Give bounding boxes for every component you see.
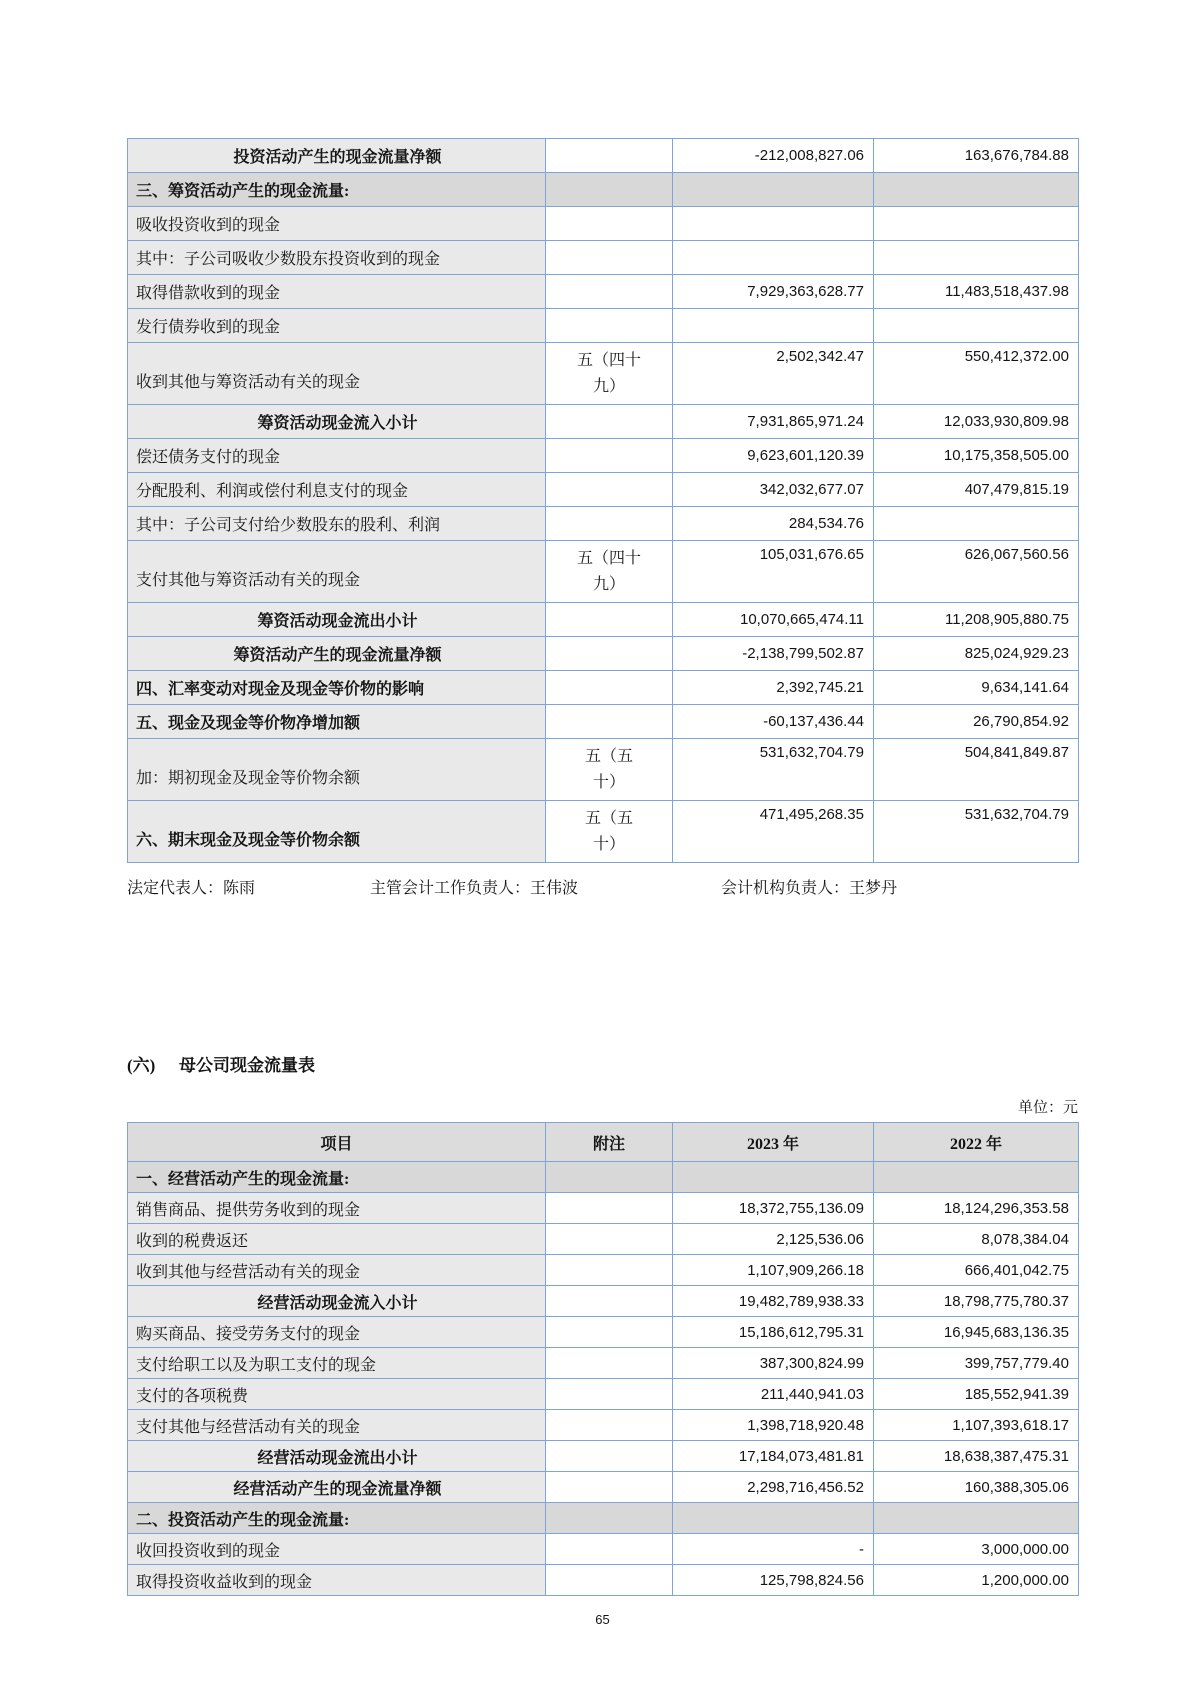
value-2023-cell bbox=[673, 1379, 874, 1410]
value-2023-cell bbox=[673, 309, 874, 343]
value-2023-cell-text: 342,032,677.07 bbox=[759, 481, 864, 498]
note-cell-text: 五（五十） bbox=[584, 810, 633, 853]
item-cell bbox=[128, 671, 546, 705]
item-cell bbox=[128, 1379, 546, 1410]
item-cell-text: 收到的税费返还 bbox=[136, 1232, 249, 1250]
table-row bbox=[128, 207, 1079, 241]
value-2022-cell bbox=[874, 1379, 1079, 1410]
value-2023-cell-text: 387,300,824.99 bbox=[759, 1354, 864, 1372]
item-cell-text: 支付其他与经营活动有关的现金 bbox=[136, 1418, 361, 1436]
value-2022-cell bbox=[874, 1534, 1079, 1565]
value-2022-cell bbox=[874, 1224, 1079, 1255]
header-note: 附注 bbox=[546, 1123, 673, 1162]
value-2022-cell-text: 550,412,372.00 bbox=[964, 348, 1069, 365]
item-cell-text: 三、筹资活动产生的现金流量: bbox=[136, 183, 350, 200]
table-row bbox=[128, 473, 1079, 507]
value-2022-cell-text: 26,790,854.92 bbox=[973, 713, 1069, 730]
table-row bbox=[128, 671, 1079, 705]
value-2023-cell bbox=[673, 1193, 874, 1224]
note-cell bbox=[546, 739, 673, 801]
item-cell bbox=[128, 1255, 546, 1286]
note-cell bbox=[546, 1503, 673, 1534]
parent-company-cashflow-table bbox=[127, 1122, 1079, 1596]
item-cell bbox=[128, 739, 546, 801]
value-2023-cell-text: 2,125,536.06 bbox=[776, 1230, 864, 1248]
table-row bbox=[128, 1317, 1079, 1348]
value-2022-cell bbox=[874, 439, 1079, 473]
item-cell-text: 购买商品、接受劳务支付的现金 bbox=[136, 1325, 361, 1343]
value-2022-cell bbox=[874, 241, 1079, 275]
value-2022-cell-text: 407,479,815.19 bbox=[964, 481, 1069, 498]
value-2022-cell bbox=[874, 1162, 1079, 1193]
value-2022-cell bbox=[874, 1441, 1079, 1472]
consolidated-cashflow-table-continued bbox=[127, 138, 1079, 863]
note-cell bbox=[546, 173, 673, 207]
table-row bbox=[128, 173, 1079, 207]
item-cell bbox=[128, 1348, 546, 1379]
table-row bbox=[128, 1410, 1079, 1441]
item-cell-text: 筹资活动产生的现金流量净额 bbox=[233, 647, 442, 664]
table-header-row bbox=[128, 1123, 1079, 1162]
item-cell-text: 收到其他与筹资活动有关的现金 bbox=[136, 374, 361, 391]
value-2023-cell bbox=[673, 439, 874, 473]
note-cell bbox=[546, 439, 673, 473]
note-cell bbox=[546, 801, 673, 863]
item-cell-text: 取得借款收到的现金 bbox=[136, 285, 281, 302]
value-2023-cell bbox=[673, 739, 874, 801]
value-2022-cell-text: 504,841,849.87 bbox=[964, 744, 1069, 761]
table-row bbox=[128, 439, 1079, 473]
section-number: (六) bbox=[127, 1056, 156, 1075]
value-2022-cell-text: 399,757,779.40 bbox=[964, 1354, 1069, 1372]
value-2023-cell-text: 471,495,268.35 bbox=[759, 806, 864, 823]
value-2023-cell-text: -212,008,827.06 bbox=[754, 147, 864, 164]
note-cell bbox=[546, 1162, 673, 1193]
value-2023-cell bbox=[673, 507, 874, 541]
value-2023-cell-text: 1,107,909,266.18 bbox=[747, 1261, 864, 1279]
item-cell-text: 加：期初现金及现金等价物余额 bbox=[136, 770, 361, 787]
note-cell bbox=[546, 139, 673, 173]
table-row bbox=[128, 1162, 1079, 1193]
value-2023-cell bbox=[673, 1565, 874, 1596]
value-2023-cell-text: 15,186,612,795.31 bbox=[738, 1323, 864, 1341]
table-row bbox=[128, 309, 1079, 343]
note-cell bbox=[546, 207, 673, 241]
item-cell bbox=[128, 1224, 546, 1255]
value-2022-cell bbox=[874, 739, 1079, 801]
note-cell bbox=[546, 1379, 673, 1410]
item-cell bbox=[128, 1193, 546, 1224]
page-content bbox=[127, 138, 1078, 1627]
table-row bbox=[128, 1441, 1079, 1472]
value-2022-cell-text: 1,107,393,618.17 bbox=[952, 1416, 1069, 1434]
item-cell bbox=[128, 801, 546, 863]
table-row bbox=[128, 139, 1079, 173]
value-2023-cell-text: 9,623,601,120.39 bbox=[747, 447, 864, 464]
note-cell bbox=[546, 671, 673, 705]
item-cell-text: 四、汇率变动对现金及现金等价物的影响 bbox=[136, 681, 425, 698]
table-row bbox=[128, 405, 1079, 439]
item-cell-text: 分配股利、利润或偿付利息支付的现金 bbox=[136, 483, 409, 500]
value-2023-cell-text: 7,931,865,971.24 bbox=[747, 413, 864, 430]
table-row bbox=[128, 603, 1079, 637]
item-cell-text: 销售商品、提供劳务收到的现金 bbox=[136, 1201, 361, 1219]
value-2023-cell-text: - bbox=[859, 1540, 864, 1558]
value-2023-cell bbox=[673, 1224, 874, 1255]
note-cell bbox=[546, 1286, 673, 1317]
value-2022-cell-text: 16,945,683,136.35 bbox=[943, 1323, 1069, 1341]
value-2023-cell bbox=[673, 705, 874, 739]
value-2023-cell bbox=[673, 1162, 874, 1193]
value-2023-cell-text: 2,298,716,456.52 bbox=[747, 1478, 864, 1496]
value-2023-cell-text: 531,632,704.79 bbox=[759, 744, 864, 761]
value-2023-cell bbox=[673, 1534, 874, 1565]
note-cell-text: 五（五十） bbox=[584, 748, 633, 791]
item-cell-text: 收回投资收到的现金 bbox=[136, 1542, 281, 1560]
value-2022-cell bbox=[874, 405, 1079, 439]
value-2023-cell-text: 18,372,755,136.09 bbox=[738, 1199, 864, 1217]
note-cell bbox=[546, 1472, 673, 1503]
item-cell-text: 一、经营活动产生的现金流量: bbox=[136, 1170, 350, 1188]
value-2023-cell-text: 125,798,824.56 bbox=[759, 1571, 864, 1589]
accounting-dept-head-label: 会计机构负责人：王梦丹 bbox=[721, 880, 898, 897]
item-cell-text: 支付其他与筹资活动有关的现金 bbox=[136, 572, 361, 589]
chief-accountant-label: 主管会计工作负责人：王伟波 bbox=[370, 880, 579, 897]
item-cell-text: 经营活动产生的现金流量净额 bbox=[233, 1480, 442, 1498]
table-row bbox=[128, 1379, 1079, 1410]
item-cell bbox=[128, 637, 546, 671]
item-cell bbox=[128, 507, 546, 541]
value-2022-cell bbox=[874, 1193, 1079, 1224]
value-2023-cell-text: 10,070,665,474.11 bbox=[739, 611, 864, 628]
value-2023-cell-text: 1,398,718,920.48 bbox=[747, 1416, 864, 1434]
value-2023-cell bbox=[673, 1255, 874, 1286]
item-cell-text: 支付的各项税费 bbox=[136, 1387, 249, 1405]
value-2023-cell-text: 7,929,363,628.77 bbox=[747, 283, 864, 300]
value-2023-cell bbox=[673, 1317, 874, 1348]
item-cell bbox=[128, 473, 546, 507]
item-cell bbox=[128, 343, 546, 405]
table-row bbox=[128, 241, 1079, 275]
item-cell bbox=[128, 439, 546, 473]
value-2023-cell bbox=[673, 1286, 874, 1317]
value-2023-cell-text: 2,502,342.47 bbox=[776, 348, 864, 365]
value-2023-cell-text: 2,392,745.21 bbox=[776, 679, 864, 696]
value-2022-cell bbox=[874, 207, 1079, 241]
note-cell bbox=[546, 275, 673, 309]
value-2022-cell bbox=[874, 1565, 1079, 1596]
note-cell bbox=[546, 1193, 673, 1224]
value-2022-cell-text: 9,634,141.64 bbox=[981, 679, 1069, 696]
item-cell bbox=[128, 405, 546, 439]
value-2023-cell bbox=[673, 173, 874, 207]
value-2023-cell bbox=[673, 671, 874, 705]
note-cell bbox=[546, 541, 673, 603]
value-2023-cell bbox=[673, 405, 874, 439]
value-2023-cell-text: -60,137,436.44 bbox=[763, 713, 864, 730]
note-cell bbox=[546, 241, 673, 275]
item-cell-text: 收到其他与经营活动有关的现金 bbox=[136, 1263, 361, 1281]
signature-line bbox=[127, 875, 1078, 899]
value-2022-cell-text: 11,208,905,880.75 bbox=[944, 611, 1069, 628]
value-2023-cell-text: -2,138,799,502.87 bbox=[742, 645, 864, 662]
value-2023-cell bbox=[673, 1410, 874, 1441]
value-2023-cell bbox=[673, 1503, 874, 1534]
item-cell-text: 经营活动现金流入小计 bbox=[257, 1294, 418, 1312]
value-2022-cell bbox=[874, 1317, 1079, 1348]
value-2023-cell bbox=[673, 139, 874, 173]
value-2022-cell-text: 825,024,929.23 bbox=[964, 645, 1069, 662]
item-cell-text: 支付给职工以及为职工支付的现金 bbox=[136, 1356, 377, 1374]
note-cell bbox=[546, 507, 673, 541]
value-2022-cell bbox=[874, 705, 1079, 739]
value-2022-cell bbox=[874, 473, 1079, 507]
item-cell bbox=[128, 1503, 546, 1534]
value-2022-cell-text: 11,483,518,437.98 bbox=[944, 283, 1069, 300]
item-cell-text: 发行债券收到的现金 bbox=[136, 319, 281, 336]
value-2023-cell-text: 105,031,676.65 bbox=[759, 546, 864, 563]
section-title-text: 母公司现金流量表 bbox=[179, 1056, 315, 1075]
value-2022-cell-text: 666,401,042.75 bbox=[964, 1261, 1069, 1279]
value-2022-cell bbox=[874, 1255, 1079, 1286]
value-2023-cell bbox=[673, 241, 874, 275]
value-2022-cell bbox=[874, 1348, 1079, 1379]
item-cell-text: 经营活动现金流出小计 bbox=[257, 1449, 418, 1467]
note-cell bbox=[546, 1565, 673, 1596]
value-2022-cell-text: 163,676,784.88 bbox=[964, 147, 1069, 164]
value-2022-cell bbox=[874, 801, 1079, 863]
value-2022-cell-text: 626,067,560.56 bbox=[964, 546, 1069, 563]
table-row bbox=[128, 1534, 1079, 1565]
value-2022-cell bbox=[874, 507, 1079, 541]
value-2023-cell bbox=[673, 343, 874, 405]
value-2022-cell-text: 3,000,000.00 bbox=[981, 1540, 1069, 1558]
value-2022-cell bbox=[874, 1410, 1079, 1441]
item-cell bbox=[128, 207, 546, 241]
table-row bbox=[128, 739, 1079, 801]
value-2023-cell bbox=[673, 1441, 874, 1472]
table-row bbox=[128, 1472, 1079, 1503]
value-2022-cell bbox=[874, 637, 1079, 671]
item-cell-text: 偿还债务支付的现金 bbox=[136, 449, 281, 466]
unit-label: 单位：元 bbox=[1017, 1100, 1078, 1116]
item-cell bbox=[128, 309, 546, 343]
value-2022-cell-text: 18,124,296,353.58 bbox=[943, 1199, 1069, 1217]
page-number: 65 bbox=[595, 1612, 610, 1627]
item-cell bbox=[128, 1565, 546, 1596]
table-row bbox=[128, 541, 1079, 603]
item-cell bbox=[128, 1286, 546, 1317]
value-2022-cell bbox=[874, 671, 1079, 705]
value-2022-cell bbox=[874, 1286, 1079, 1317]
note-cell bbox=[546, 1534, 673, 1565]
item-cell bbox=[128, 1534, 546, 1565]
note-cell-text: 五（四十九） bbox=[576, 550, 641, 593]
value-2022-cell-text: 18,638,387,475.31 bbox=[943, 1447, 1069, 1465]
table-row bbox=[128, 1255, 1079, 1286]
value-2022-cell bbox=[874, 541, 1079, 603]
item-cell-text: 筹资活动现金流出小计 bbox=[257, 613, 418, 630]
header-2023: 2023 年 bbox=[673, 1123, 874, 1162]
item-cell-text: 其中：子公司支付给少数股东的股利、利润 bbox=[136, 517, 441, 534]
note-cell-text: 五（四十九） bbox=[576, 352, 641, 395]
value-2022-cell bbox=[874, 309, 1079, 343]
value-2022-cell-text: 160,388,305.06 bbox=[964, 1478, 1069, 1496]
header-2022: 2022 年 bbox=[874, 1123, 1079, 1162]
note-cell bbox=[546, 1224, 673, 1255]
note-cell bbox=[546, 405, 673, 439]
table-row bbox=[128, 275, 1079, 309]
item-cell-text: 投资活动产生的现金流量净额 bbox=[233, 149, 442, 166]
value-2022-cell bbox=[874, 603, 1079, 637]
item-cell bbox=[128, 275, 546, 309]
note-cell bbox=[546, 1255, 673, 1286]
item-cell bbox=[128, 603, 546, 637]
note-cell bbox=[546, 1317, 673, 1348]
value-2022-cell bbox=[874, 1472, 1079, 1503]
note-cell bbox=[546, 603, 673, 637]
table-row bbox=[128, 1348, 1079, 1379]
value-2023-cell-text: 19,482,789,938.33 bbox=[738, 1292, 864, 1310]
value-2022-cell bbox=[874, 173, 1079, 207]
item-cell bbox=[128, 705, 546, 739]
table-row bbox=[128, 705, 1079, 739]
item-cell bbox=[128, 1472, 546, 1503]
item-cell bbox=[128, 173, 546, 207]
table-row bbox=[128, 801, 1079, 863]
value-2023-cell bbox=[673, 801, 874, 863]
value-2023-cell-text: 211,440,941.03 bbox=[760, 1385, 864, 1403]
section-heading bbox=[127, 1051, 1078, 1076]
value-2022-cell bbox=[874, 275, 1079, 309]
value-2022-cell-text: 10,175,358,505.00 bbox=[943, 447, 1069, 464]
value-2023-cell bbox=[673, 1472, 874, 1503]
value-2023-cell bbox=[673, 275, 874, 309]
table-row bbox=[128, 1193, 1079, 1224]
item-cell bbox=[128, 1162, 546, 1193]
table-row bbox=[128, 1503, 1079, 1534]
value-2022-cell-text: 8,078,384.04 bbox=[981, 1230, 1069, 1248]
item-cell-text: 取得投资收益收到的现金 bbox=[136, 1573, 313, 1591]
item-cell bbox=[128, 241, 546, 275]
value-2023-cell bbox=[673, 603, 874, 637]
note-cell bbox=[546, 473, 673, 507]
note-cell bbox=[546, 1410, 673, 1441]
table-row bbox=[128, 637, 1079, 671]
item-cell bbox=[128, 541, 546, 603]
value-2022-cell-text: 1,200,000.00 bbox=[981, 1571, 1069, 1589]
item-cell-text: 其中：子公司吸收少数股东投资收到的现金 bbox=[136, 251, 441, 268]
item-cell-text: 二、投资活动产生的现金流量: bbox=[136, 1511, 350, 1529]
value-2022-cell bbox=[874, 139, 1079, 173]
value-2023-cell bbox=[673, 1348, 874, 1379]
item-cell bbox=[128, 1441, 546, 1472]
table-row bbox=[128, 1565, 1079, 1596]
note-cell bbox=[546, 343, 673, 405]
value-2022-cell bbox=[874, 1503, 1079, 1534]
item-cell-text: 筹资活动现金流入小计 bbox=[257, 415, 418, 432]
table-row bbox=[128, 1224, 1079, 1255]
value-2023-cell-text: 284,534.76 bbox=[788, 515, 864, 532]
header-item: 项目 bbox=[128, 1123, 546, 1162]
item-cell bbox=[128, 1317, 546, 1348]
item-cell bbox=[128, 139, 546, 173]
note-cell bbox=[546, 1441, 673, 1472]
note-cell bbox=[546, 1348, 673, 1379]
value-2023-cell bbox=[673, 207, 874, 241]
value-2022-cell-text: 12,033,930,809.98 bbox=[943, 413, 1069, 430]
note-cell bbox=[546, 637, 673, 671]
value-2023-cell bbox=[673, 473, 874, 507]
value-2022-cell-text: 531,632,704.79 bbox=[964, 806, 1069, 823]
value-2023-cell-text: 17,184,073,481.81 bbox=[738, 1447, 864, 1465]
value-2022-cell-text: 18,798,775,780.37 bbox=[943, 1292, 1069, 1310]
value-2023-cell bbox=[673, 637, 874, 671]
legal-representative-label: 法定代表人：陈雨 bbox=[127, 880, 256, 897]
table-row bbox=[128, 343, 1079, 405]
note-cell bbox=[546, 705, 673, 739]
item-cell bbox=[128, 1410, 546, 1441]
table-row bbox=[128, 1286, 1079, 1317]
item-cell-text: 六、期末现金及现金等价物余额 bbox=[136, 832, 361, 849]
value-2022-cell bbox=[874, 343, 1079, 405]
note-cell bbox=[546, 309, 673, 343]
value-2023-cell bbox=[673, 541, 874, 603]
value-2022-cell-text: 185,552,941.39 bbox=[964, 1385, 1069, 1403]
table-row bbox=[128, 507, 1079, 541]
item-cell-text: 吸收投资收到的现金 bbox=[136, 217, 281, 234]
item-cell-text: 五、现金及现金等价物净增加额 bbox=[136, 715, 361, 732]
